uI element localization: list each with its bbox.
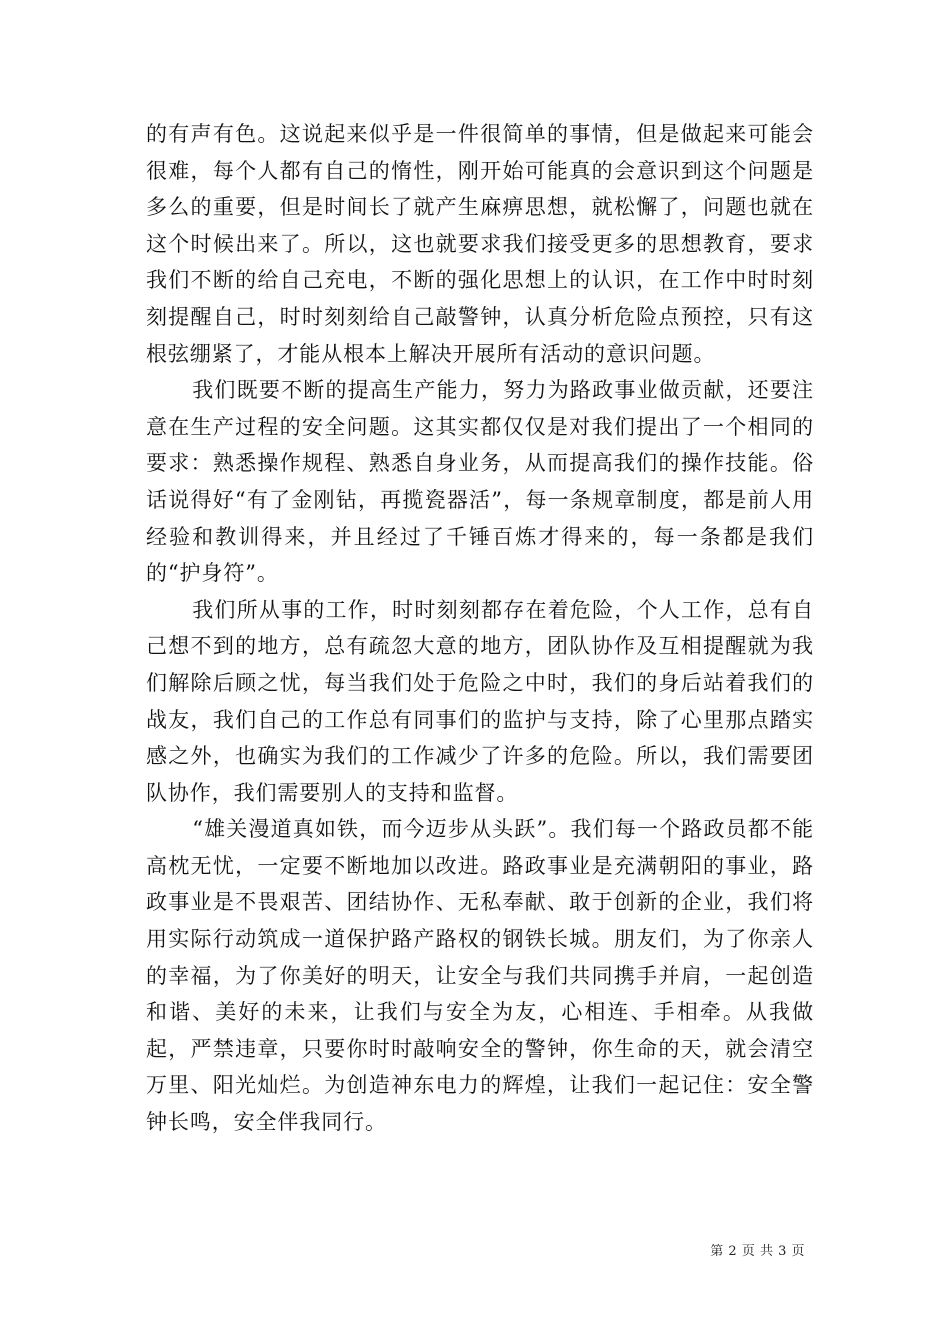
page-number-footer: 第 2 页 共 3 页 xyxy=(710,1244,805,1259)
paragraph-production-safety: 我们既要不断的提高生产能力，努力为路政事业做贡献，还要注意在生产过程的安全问题。这其实都仅仅是对我们提出了一个相同的要求：熟悉操作规程、熟悉自身业务，从而提高我们的操作技能。俗话说得好“有了金刚钻，再揽瓷器活”，每一条规章制度，都是前人用经验和教训得来，并且经过了千锤百炼才得来的，每一条都是我们的“护身符”。 xyxy=(146,378,814,586)
paragraph-continuation: 的有声有色。这说起来似乎是一件很简单的事情，但是做起来可能会很难，每个人都有自己的惰性，刚开始可能真的会意识到这个问题是多么的重要，但是时间长了就产生麻痹思想，就松懈了，问题也就在这个时候出来了。所以，这也就要求我们接受更多的思想教育，要求我们不断的给自己充电，不断的强化思想上的认识，在工作中时时刻刻提醒自己，时时刻刻给自己敲警钟，认真分析危险点预控，只有这根弦绷紧了，才能从根本上解决开展所有活动的意识问题。 xyxy=(146,122,814,366)
document-body xyxy=(146,116,814,1141)
paragraph-conclusion: “雄关漫道真如铁，而今迈步从头跃”。我们每一个路政员都不能高枕无忧，一定要不断地加以改进。路政事业是充满朝阳的事业，路政事业是不畏艰苦、团结协作、无私奉献、敢于创新的企业，我们将用实际行动筑成一道保护路产路权的钢铁长城。朋友们，为了你亲人的幸福，为了你美好的明天，让安全与我们共同携手并肩，一起创造和谐、美好的未来，让我们与安全为友，心相连、手相牵。从我做起，严禁违章，只要你时时敲响安全的警钟，你生命的天，就会清空万里、阳光灿烂。为创造神东电力的辉煌，让我们一起记住：安全警钟长鸣，安全伴我同行。 xyxy=(146,817,814,1135)
paragraph-teamwork: 我们所从事的工作，时时刻刻都存在着危险，个人工作，总有自己想不到的地方，总有疏忽大意的地方，团队协作及互相提醒就为我们解除后顾之忧，每当我们处于危险之中时，我们的身后站着我们的战友，我们自己的工作总有同事们的监护与支持，除了心里那点踏实感之外，也确实为我们的工作减少了许多的危险。所以，我们需要团队协作，我们需要别人的支持和监督。 xyxy=(146,597,814,805)
